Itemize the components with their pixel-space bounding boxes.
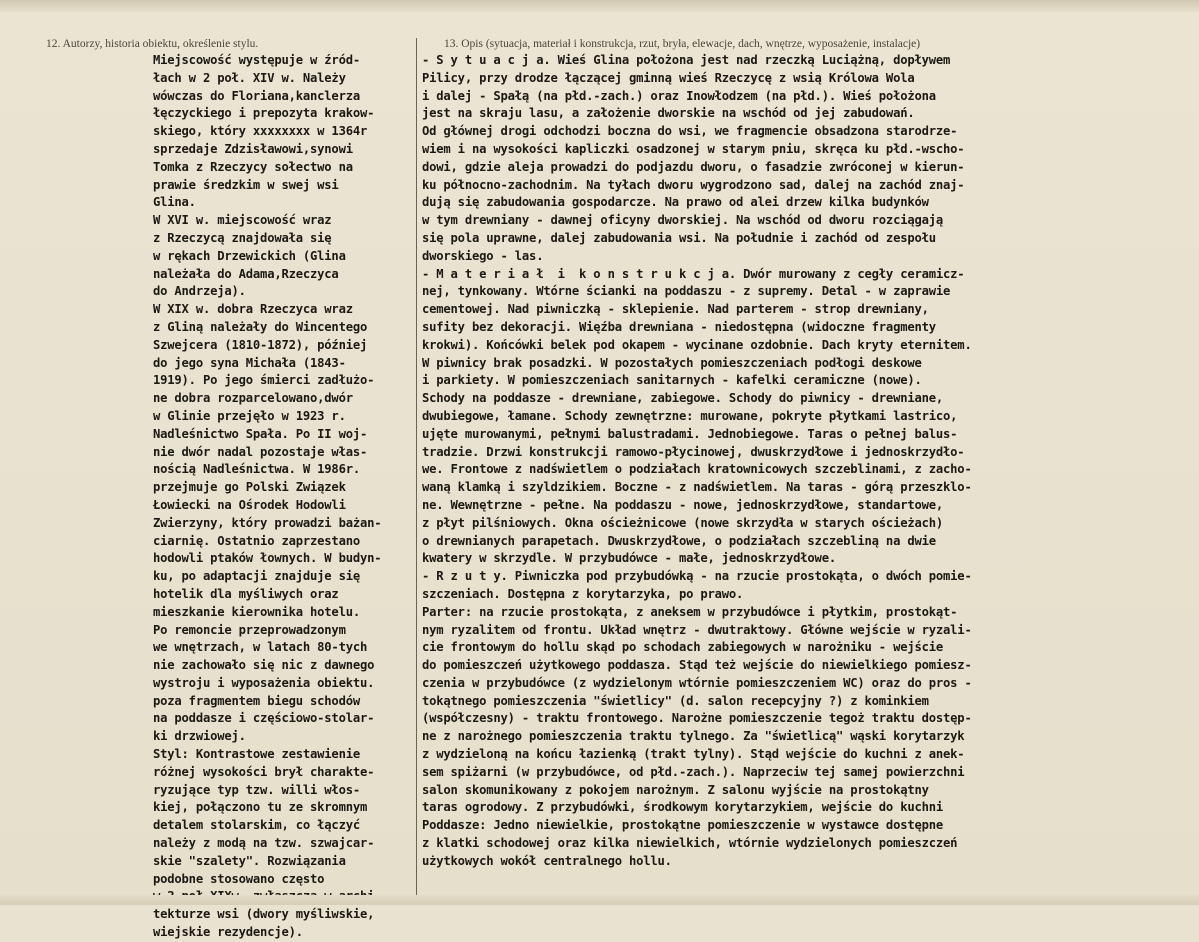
text-line: ujęte murowanymi, pełnymi balustradami. Jednobiegowe. Taras o pełnej balus- [422,426,958,441]
text-line: nie dwór nadal pozostaje włas- [153,444,368,459]
text-line: W XVI w. miejscowość wraz [153,213,332,228]
text-line: się pola uprawne, dalej zabudowania wsi. Na południe i zachód od zespołu [422,230,936,245]
text-line: w rękach Drzewickich (Glina [153,248,346,263]
text-line: W XIX w. dobra Rzeczyca wraz [153,302,353,317]
text-line: z Rzeczycą znajdowała się [153,230,332,245]
text-line: z płyt pilśniowych. Okna ościeżnicowe (nowe skrzydła w starych ościeżach) [422,515,944,530]
text-line: wówczas do Floriana,kanclerza [153,88,360,103]
text-line: ryzujące typ tzw. willi włos- [153,782,360,797]
text-line: we. Frontowe z nadświetlem o podziałach kratownicowych szczeblinami, z zacho- [422,462,972,477]
text-line: waną klamką i szyldzikiem. Boczne - z nadświetlem. Na taras - górą przeszklo- [422,480,972,495]
text-line: nej, tynkowany. Wtórne ścianki na poddaszu - z supremy. Detal - w zaprawie [422,284,951,299]
text-line: Glina. [153,195,196,210]
text-line: detalem stolarskim, co łączyć [153,818,360,833]
text-line: Tomka z Rzeczycy sołectwo na [153,159,353,174]
text-line: Od głównej drogi odchodzi boczna do wsi, we fragmencie obsadzona starodrze- [422,124,958,139]
text-line: cementowej. Nad piwniczką - sklepienie. Nad parterem - strop drewniany, [422,302,929,317]
text-line: nym ryzalitem od frontu. Układ wnętrz - dwutraktowy. Główne wejście w ryzali- [422,622,972,637]
text-line: (współczesny) - traktu frontowego. Narożne pomieszczenie tegoż traktu dostęp- [422,711,972,726]
text-line: - R z u t y. Piwniczka pod przybudówką - na rzucie prostokąta, o dwóch pomie- [422,569,972,584]
text-line: w tym drewniany - dawnej oficyny dworskiej. Na wschód od dworu rozciągają [422,213,944,228]
text-line: tekturze wsi (dwory myśliwskie, [153,907,375,922]
text-line: ku północno-zachodnim. Na tyłach dworu wygrodzono sad, dalej na zachód znaj- [422,177,965,192]
text-line: 1919). Po jego śmierci zadłużo- [153,373,375,388]
text-line: dworskiego - las. [422,248,544,263]
text-line: Poddasze: Jedno niewielkie, prostokątne pomieszczenie w wystawce dostępne [422,818,944,833]
text-line: należała do Adama,Rzeczyca [153,266,339,281]
text-line: - S y t u a c j a. Wieś Glina położona jest nad rzeczką Luciążną, dopływem [422,53,951,67]
text-line: tokątnego pomieszczenia "świetlicy" (d. salon recepcyjny ?) z kominkiem [422,693,929,708]
text-line: dowi, gdzie aleja prowadzi do podjazdu dworu, o fasadzie zwróconej w kierun- [422,159,965,174]
text-line: kiej, połączono tu ze skromnym [153,800,368,815]
text-line: do Andrzeja). [153,284,246,299]
text-line: łęczyckiego i prepozyta krakow- [153,106,375,121]
paper-bottom-edge [0,895,1199,905]
text-line: Po remoncie przeprowadzonym [153,622,346,637]
text-line: ne. Wewnętrzne - pełne. Na poddaszu - nowe, jednoskrzydłowe, standartowe, [422,497,944,512]
description-column [422,52,972,871]
text-line: w Glinie przejęło w 1923 r. [153,408,346,423]
text-line: prawie średzkim w swej wsi [153,177,339,192]
history-style-column [153,52,381,942]
text-line: ku, po adaptacji znajduje się [153,569,360,584]
text-line: z Gliną należały do Wincentego [153,319,368,334]
text-line: nością Nadleśnictwa. W 1986r. [153,462,360,477]
text-line: nie zachowało się nic z dawnego [153,658,375,673]
text-line: salon skomunikowany z pokojem narożnym. Z salonu wyjście na prostokątny [422,782,929,797]
text-line: Parter: na rzucie prostokąta, z aneksem w przybudówce i płytkim, prostokąt- [422,604,958,619]
text-line: krokwi). Końcówki belek pod okapem - wycinane ozdobnie. Dach kryty eternitem. [422,337,972,352]
text-line: wystroju i wyposażenia obiektu. [153,675,375,690]
section-13-heading: 13. Opis (sytuacja, materiał i konstrukcja, rzut, bryła, elewacje, dach, wnętrze, wyposażenie, instalacje) [444,38,921,50]
text-line: różnej wysokości brył charakte- [153,764,375,779]
text-line: Styl: Kontrastowe zestawienie [153,747,360,762]
text-line: wiejskie rezydencje). [153,925,303,940]
column-divider [416,38,417,895]
text-line: - M a t e r i a ł i k o n s t r u k c j a. Dwór murowany z cegły ceramicz- [422,266,965,281]
text-line: poza fragmentem biegu schodów [153,693,360,708]
text-line: ciarnię. Ostatnio zaprzestano [153,533,360,548]
text-line: W piwnicy brak posadzki. W pozostałych pomieszczeniach podłogi deskowe [422,355,922,370]
text-line: hotelik dla myśliwych oraz [153,586,339,601]
text-line: czenia w przybudówce (z wydzielonym wtórnie pomieszczeniem WC) oraz do pros - [422,675,972,690]
text-line: Szwejcera (1810-1872), później [153,337,368,352]
text-line: ne dobra rozparcelowano,dwór [153,391,353,406]
text-line: o drewnianych parapetach. Dwuskrzydłowe, o podziałach szczebliną na dwie [422,533,936,548]
text-line: jest na skraju lasu, a założenie dworskie na wschód od jej zabudowań. [422,106,915,121]
text-line: ki drzwiowej. [153,729,246,744]
text-line: mieszkanie kierownika hotelu. [153,604,360,619]
text-line: Zwierzyny, który prowadzi bażan- [153,515,382,530]
text-line: i parkiety. W pomieszczeniach sanitarnych - kafelki ceramiczne (nowe). [422,373,922,388]
text-line: wiem i na wysokości kapliczki osadzonej w starym pniu, skręca ku płd.-wscho- [422,141,965,156]
text-line: sufity bez dekoracji. Więźba drewniana - niedostępna (widoczne fragmenty [422,319,936,334]
text-line: skie "szalety". Rozwiązania [153,853,346,868]
text-line: podobne stosowano często [153,871,325,886]
text-line: tradzie. Drzwi konstrukcji ramowo-płycinowej, dwuskrzydłowe i jednoskrzydło- [422,444,965,459]
text-line: dują się zabudowania gospodarcze. Na prawo od alei drzew kilka budynków [422,195,929,210]
text-line: należy z modą na tzw. szwajcar- [153,836,375,851]
section-12-heading: 12. Autorzy, historia obiektu, określenie stylu. [46,38,259,50]
text-line: szczeniach. Dostępna z korytarzyka, po prawo. [422,586,744,601]
text-line: we wnętrzach, w latach 80-tych [153,640,368,655]
text-line: Pilicy, przy drodze łączącej gminną wieś Rzeczycę z wsią Królowa Wola [422,70,915,85]
text-line: hodowli ptaków łownych. W budyn- [153,551,382,566]
text-line: i dalej - Spałą (na płd.-zach.) oraz Inowłodzem (na płd.). Wieś położona [422,88,936,103]
text-line: do pomieszczeń użytkowego poddasza. Stąd też wejście do niewielkiego pomiesz- [422,658,972,673]
text-line: kwatery w skrzydle. W przybudówce - małe, jednoskrzydłowe. [422,551,836,566]
text-line: sem spiżarni (w przybudówce, od płd.-zach.). Naprzeciw tej samej powierzchni [422,764,965,779]
text-line: Miejscowość występuje w źród- [153,53,360,67]
text-line: z wydzieloną na końcu łazienką (trakt tylny). Stąd wejście do kuchni z anek- [422,747,965,762]
text-line: skiego, który xxxxxxxx w 1364r [153,124,368,139]
text-line: łach w 2 poł. XIV w. Należy [153,70,346,85]
text-line: Nadleśnictwo Spała. Po II woj- [153,426,368,441]
text-line: z klatki schodowej oraz kilka niewielkich, wtórnie wydzielonych pomieszczeń [422,836,958,851]
text-line: przejmuje go Polski Związek [153,480,346,495]
text-line: Schody na poddasze - drewniane, zabiegowe. Schody do piwnicy - drewniane, [422,391,944,406]
text-line: dwubiegowe, łamane. Schody zewnętrzne: murowane, pokryte płytkami lastrico, [422,408,958,423]
text-line: cie frontowym do hollu skąd po schodach zabiegowych w narożniku - wejście [422,640,944,655]
text-line: na poddasze i częściowo-stolar- [153,711,375,726]
paper-top-edge [0,0,1199,12]
text-line: ne z narożnego pomieszczenia traktu tylnego. Za "świetlicą" wąski korytarzyk [422,729,965,744]
text-line: Łowiecki na Ośrodek Hodowli [153,497,346,512]
text-line: użytkowych wokół centralnego hollu. [422,853,672,868]
text-line: do jego syna Michała (1843- [153,355,346,370]
text-line: sprzedaje Zdzisławowi,synowi [153,141,353,156]
text-line: taras ogrodowy. Z przybudówki, środkowym korytarzykiem, wejście do kuchni [422,800,944,815]
